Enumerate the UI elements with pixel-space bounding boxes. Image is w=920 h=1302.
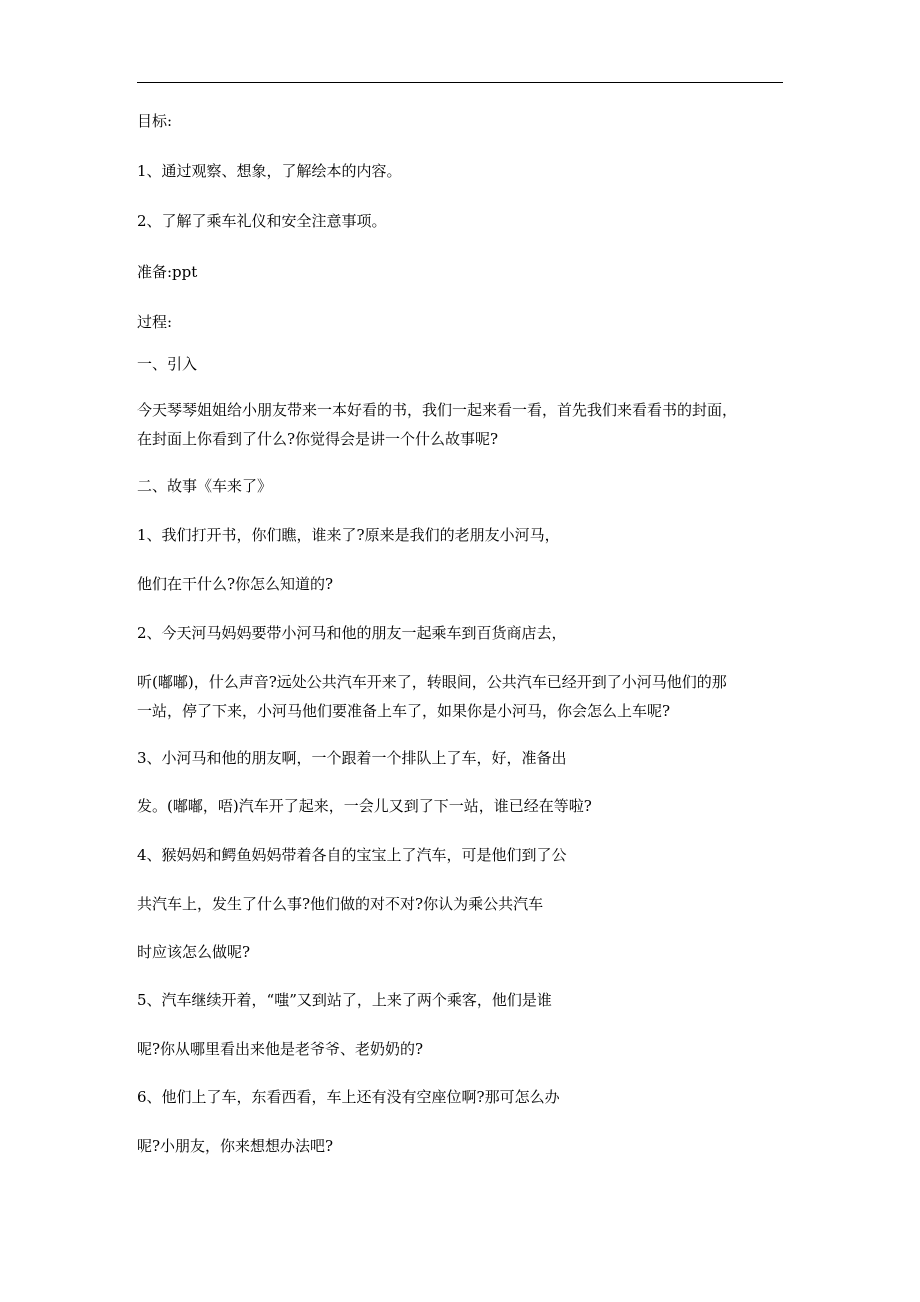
story-step-2-line-1: 2、今天河马妈妈要带小河马和他的朋友一起乘车到百货商店去， [137,624,567,642]
goal-item-2: 2、了解了乘车礼仪和安全注意事项。 [137,212,387,230]
story-step-2-line-2: 听(嘟嘟)，什么声音?远处公共汽车开来了，转眼间，公共汽车已经开到了小河马他们的那 [137,673,727,691]
goal-item-1: 1、通过观察、想象，了解绘本的内容。 [137,162,402,180]
section-intro-heading: 一、引入 [137,355,198,373]
story-step-4-line-1: 4、猴妈妈和鳄鱼妈妈带着各自的宝宝上了汽车，可是他们到了公 [137,846,567,864]
story-step-5-line-1: 5、汽车继续开着，“嗤”又到站了，上来了两个乘客，他们是谁 [137,991,552,1009]
story-step-1-line-2: 他们在干什么?你怎么知道的? [137,575,334,593]
intro-paragraph-line-2: 在封面上你看到了什么?你觉得会是讲一个什么故事呢? [137,430,499,448]
story-step-3-line-1: 3、小河马和他的朋友啊，一个跟着一个排队上了车，好，准备出 [137,749,567,767]
story-step-3-line-2: 发。(嘟嘟，唔)汽车开了起来，一会儿又到了下一站，谁已经在等啦? [137,797,592,815]
story-step-4-line-2: 共汽车上，发生了什么事?他们做的对不对?你认为乘公共汽车 [137,895,544,913]
story-step-1-line-1: 1、我们打开书，你们瞧，谁来了?原来是我们的老朋友小河马， [137,526,560,544]
header-rule [137,82,783,83]
goal-heading: 目标: [137,112,173,130]
section-story-heading: 二、故事《车来了》 [137,477,273,495]
intro-paragraph-line-1: 今天琴琴姐姐给小朋友带来一本好看的书，我们一起来看一看，首先我们来看看书的封面， [137,401,738,419]
story-step-5-line-2: 呢?你从哪里看出来他是老爷爷、老奶奶的? [137,1040,424,1058]
story-step-6-line-1: 6、他们上了车，东看西看，车上还有没有空座位啊?那可怎么办 [137,1088,560,1106]
story-step-2-line-3: 一站，停了下来，小河马他们要准备上车了，如果你是小河马，你会怎么上车呢? [137,702,671,720]
story-step-4-line-3: 时应该怎么做呢? [137,943,251,961]
preparation-line: 准备:ppt [137,263,198,281]
process-heading: 过程: [137,313,173,331]
story-step-6-line-2: 呢?小朋友，你来想想办法吧? [137,1137,334,1155]
